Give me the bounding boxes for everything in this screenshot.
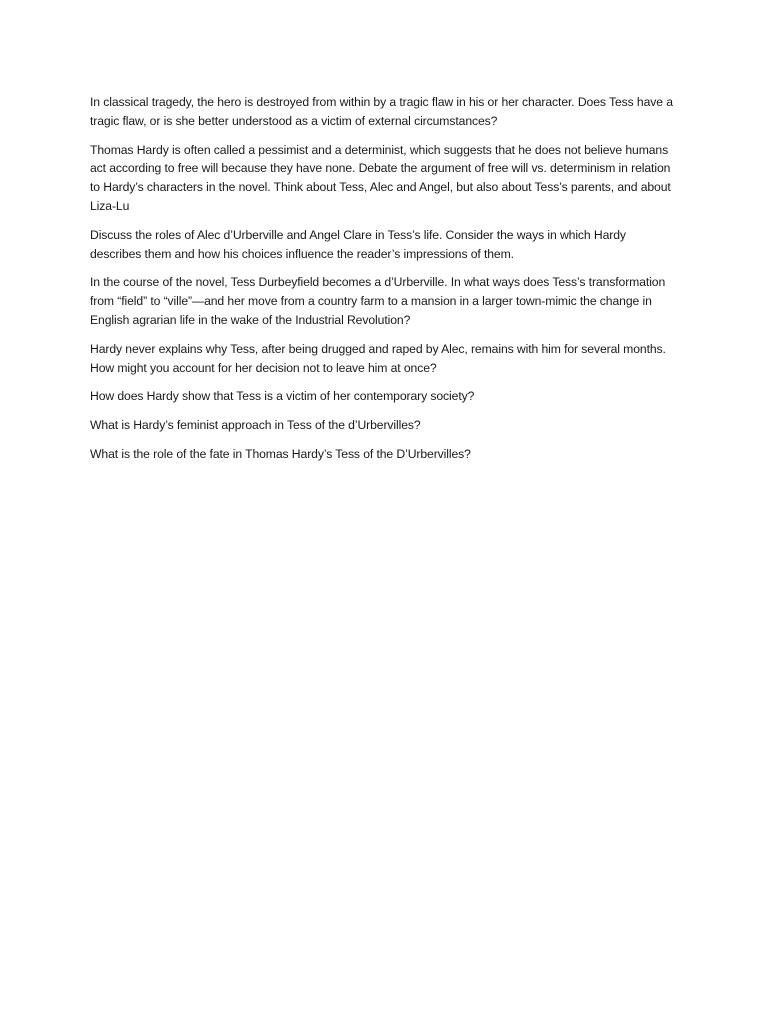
question-paragraph-1: In classical tragedy, the hero is destroyed from within by a tragic flaw in his or her character. Does Tess have a tragic flaw, or is she better understood as a victim of external circumstances? xyxy=(90,95,673,128)
question-paragraph-4: In the course of the novel, Tess Durbeyfield becomes a d’Urberville. In what ways does Tess’s transformation from “field” to “ville”—and her move from a country farm to a mansion in a larger town-mimic the change in English agrarian life in the wake of the Industrial Revolution? xyxy=(90,275,666,327)
question-paragraph-6: How does Hardy show that Tess is a victim of her contemporary society? xyxy=(90,389,475,404)
document-body xyxy=(90,93,680,474)
question-paragraph-3: Discuss the roles of Alec d’Urberville and Angel Clare in Tess’s life. Consider the ways in which Hardy describes them and how his choices influence the reader’s impressions of them. xyxy=(90,227,626,261)
question-paragraph-7: What is Hardy’s feminist approach in Tess of the d’Urbervilles? xyxy=(90,418,421,433)
question-paragraph-5: Hardy never explains why Tess, after being drugged and raped by Alec, remains with him for several months. How might you account for her decision not to leave him at once? xyxy=(90,341,666,375)
question-paragraph-8: What is the role of the fate in Thomas Hardy’s Tess of the D’Urbervilles? xyxy=(90,446,471,461)
question-paragraph-2: Thomas Hardy is often called a pessimist and a determinist, which suggests that he does not believe humans act according to free will because they have none. Debate the argument of free will vs. determinism in relation to Hardy’s characters in the novel. Think about Tess, Alec and Angel, but also about Tess’s parents, and about Liza-Lu xyxy=(90,142,671,213)
